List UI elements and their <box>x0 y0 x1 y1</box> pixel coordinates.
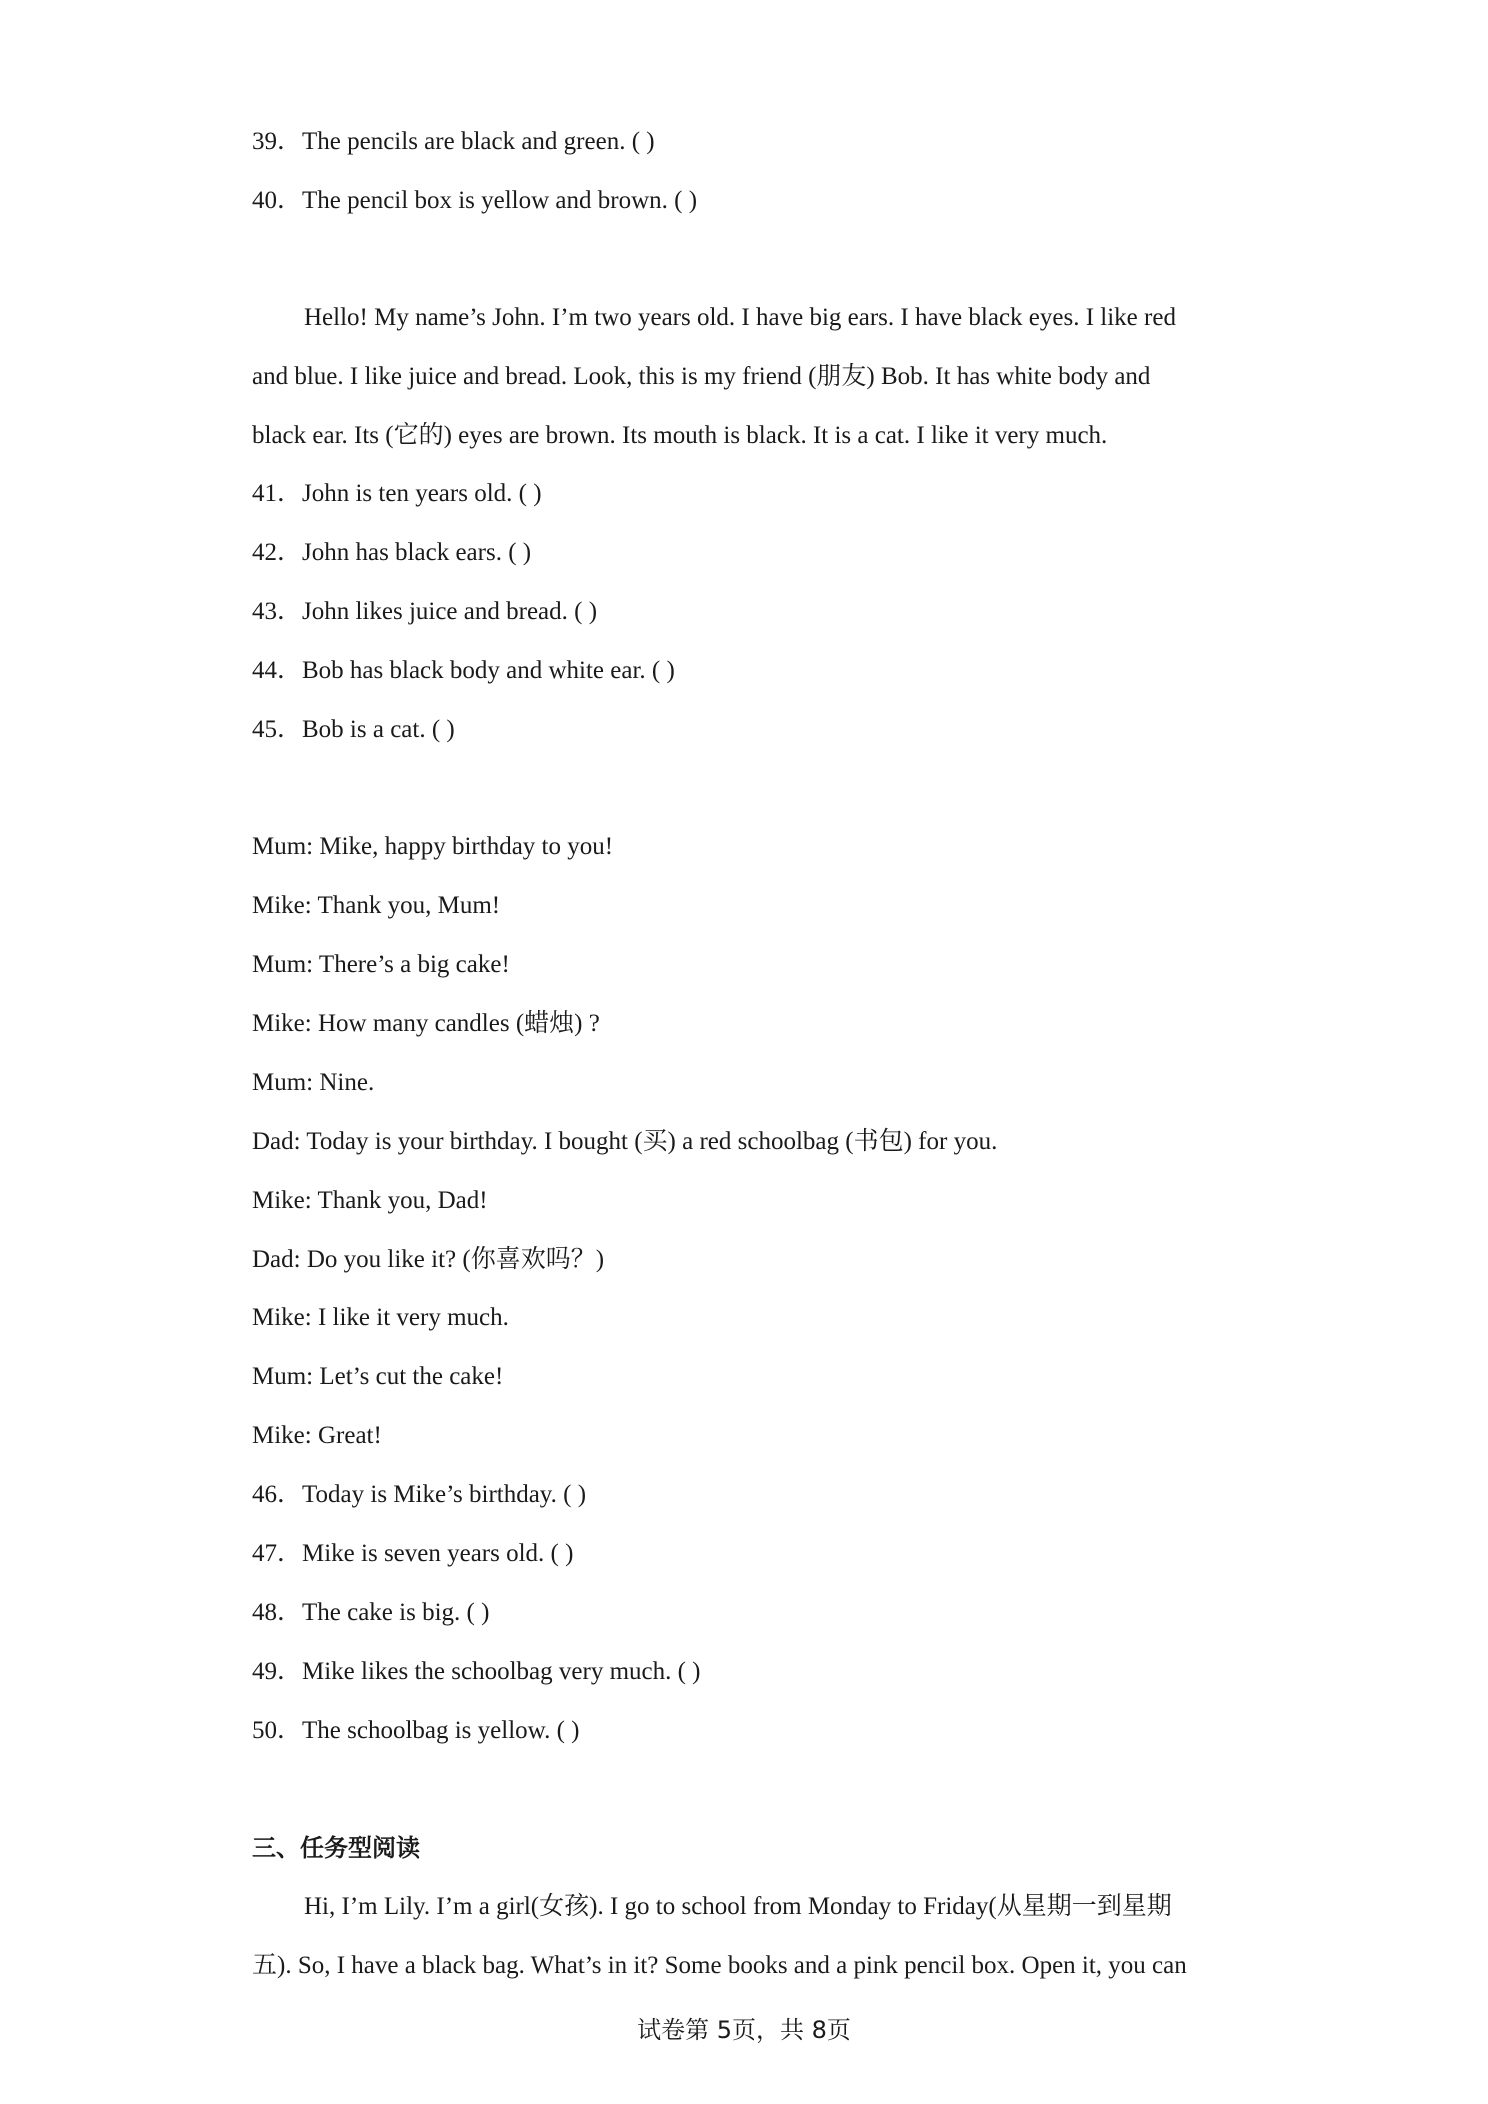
dialogue-line: Mike: Great! <box>252 1422 382 1449</box>
question-40: 40．The pencil box is yellow and brown. ( ) <box>252 187 698 214</box>
question-39: 39．The pencils are black and green. ( ) <box>252 128 655 155</box>
section-heading: 三、任务型阅读 <box>252 1834 420 1862</box>
passage-line: 五). So, I have a black bag. What’s in it? Some books and a pink pencil box. Open it, you can <box>252 1952 1187 1979</box>
question-47: 47．Mike is seven years old. ( ) <box>252 1540 574 1567</box>
dialogue-line: Mum: Nine. <box>252 1069 375 1096</box>
dialogue-line: Mike: Thank you, Dad! <box>252 1187 488 1214</box>
dialogue-line: Dad: Do you like it? (你喜欢吗？) <box>252 1246 605 1273</box>
question-43: 43．John likes juice and bread. ( ) <box>252 598 598 625</box>
question-48: 48．The cake is big. ( ) <box>252 1599 490 1626</box>
dialogue-line: Mike: I like it very much. <box>252 1304 509 1331</box>
page-footer: 试卷第 5页，共 8页 <box>637 2016 851 2044</box>
question-46: 46．Today is Mike’s birthday. ( ) <box>252 1481 587 1508</box>
dialogue-line: Dad: Today is your birthday. I bought (买) a red schoolbag (书包) for you. <box>252 1128 998 1155</box>
passage-line: Hello! My name’s John. I’m two years old. I have big ears. I have black eyes. I like red <box>304 304 1176 331</box>
question-44: 44．Bob has black body and white ear. ( ) <box>252 657 675 684</box>
dialogue-line: Mike: Thank you, Mum! <box>252 892 501 919</box>
dialogue-line: Mum: Let’s cut the cake! <box>252 1363 504 1390</box>
question-41: 41．John is ten years old. ( ) <box>252 480 542 507</box>
passage-line: Hi, I’m Lily. I’m a girl(女孩). I go to school from Monday to Friday(从星期一到星期 <box>304 1893 1172 1920</box>
question-50: 50．The schoolbag is yellow. ( ) <box>252 1717 580 1744</box>
dialogue-line: Mum: There’s a big cake! <box>252 951 510 978</box>
passage-line: black ear. Its (它的) eyes are brown. Its mouth is black. It is a cat. I like it very much. <box>252 422 1108 449</box>
dialogue-line: Mum: Mike, happy birthday to you! <box>252 833 614 860</box>
question-45: 45．Bob is a cat. ( ) <box>252 716 455 743</box>
question-49: 49．Mike likes the schoolbag very much. ( ) <box>252 1658 701 1685</box>
passage-line: and blue. I like juice and bread. Look, this is my friend (朋友) Bob. It has white body and <box>252 363 1151 390</box>
question-42: 42．John has black ears. ( ) <box>252 539 532 566</box>
dialogue-line: Mike: How many candles (蜡烛) ? <box>252 1010 600 1037</box>
